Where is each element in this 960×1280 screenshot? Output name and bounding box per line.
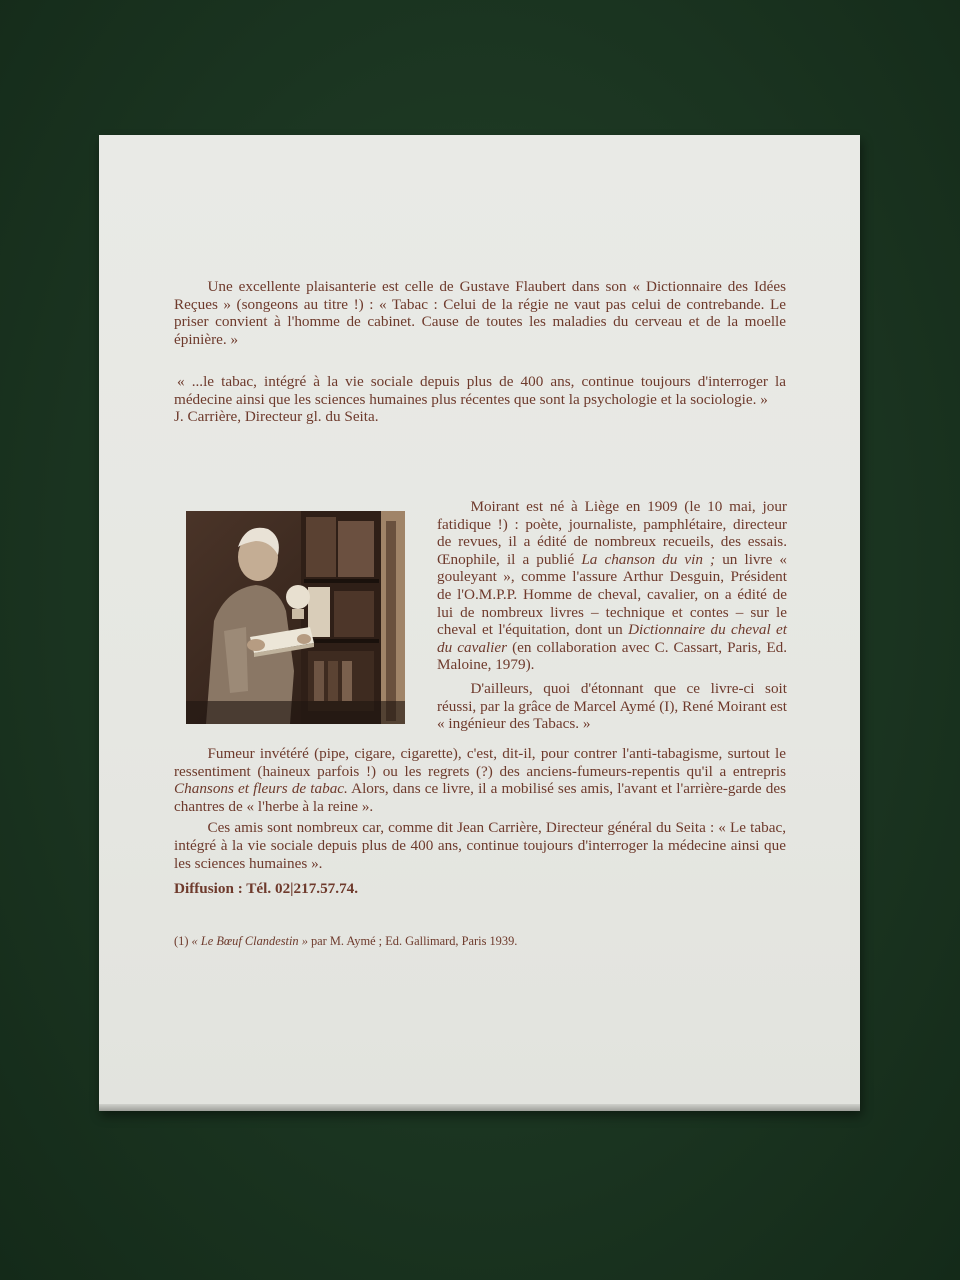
- footnote-marker: (1): [174, 934, 192, 948]
- biography-text-b: un livre « gouleyant », comme l'assure Arthur Desguin, Président de l'O.M.P.P. Homme de cheval, cavalier, on a édité de lui de nombreux livres – technique et contes – sur le cheval et l'équitation, dont un: [437, 550, 787, 639]
- biography-aymé-paragraph: D'ailleurs, quoi d'étonnant que ce livre-ci soit réussi, par la grâce de Marcel Aymé (I), René Moirant est « ingénieur des Tabacs. »: [437, 679, 787, 733]
- biography-text-c: (en collaboration avec C. Cassart, Paris, Ed. Maloine, 1979).: [437, 638, 788, 674]
- author-biography: [437, 498, 787, 733]
- friends-paragraph: Ces amis sont nombreux car, comme dit Jean Carrière, Directeur général du Seita : « Le tabac, intégré à la vie sociale depuis plus de 400 ans, continue toujours d'interroger la médecine ainsi que les sciences humaines ».: [174, 819, 786, 872]
- author-photo: [186, 511, 405, 724]
- biography-main: [437, 498, 787, 674]
- biography-text-a: Moirant est né à Liège en 1909 (le 10 mai, jour fatidique !) : poète, journaliste, pamphlétaire, directeur de revues, il a édité de nombreux recueils, des essais. Œnophile, il a publié: [437, 498, 787, 568]
- diffusion-phone: Diffusion : Tél. 02|217.57.74.: [174, 880, 359, 897]
- flaubert-paragraph: Une excellente plaisanterie est celle de Gustave Flaubert dans son « Dictionnaire des Idées Reçues » (songeons au titre !) : « Tabac : Celui de la régie ne vaut pas celui de contrebande. Le priser convient à l'homme de cabinet. Cause de toutes les maladies du cerveau et de la moelle épinière. »: [174, 278, 786, 348]
- seita-quote-text: « ...le tabac, intégré à la vie sociale depuis plus de 400 ans, continue toujours d'interroger la médecine ainsi que les sciences humaines plus récentes que sont la psychologie et la sociologie. »: [174, 373, 786, 408]
- seita-quote: [174, 373, 786, 426]
- footnote-title: « Le Bœuf Clandestin »: [191, 934, 308, 948]
- main-body: [174, 745, 786, 876]
- book-title-chanson-du-vin: La chanson du vin ;: [581, 550, 716, 568]
- book-title-dictionnaire: Dictionnaire du cheval et du cavalier: [437, 621, 787, 656]
- footnote: [174, 933, 517, 951]
- footnote-text: par M. Aymé ; Ed. Gallimard, Paris 1939.: [307, 934, 518, 948]
- smoker-paragraph: [174, 745, 786, 815]
- seita-quote-attribution: J. Carrière, Directeur gl. du Seita.: [174, 408, 379, 426]
- book-page-edge: [99, 1104, 860, 1111]
- book-title-chansons-tabac: Chansons et fleurs de tabac.: [174, 780, 348, 798]
- smoker-text-b: Alors, dans ce livre, il a mobilisé ses amis, l'avant et l'arrière-garde des chantres de « l'herbe à la reine ».: [174, 780, 786, 815]
- smoker-text-a: Fumeur invétéré (pipe, cigare, cigarette), c'est, dit-il, pour contrer l'anti-tabagisme, surtout le ressentiment (haineux parfois !) ou les regrets (?) des anciens-fumeurs-repentis qu'il a entrepris: [174, 745, 786, 780]
